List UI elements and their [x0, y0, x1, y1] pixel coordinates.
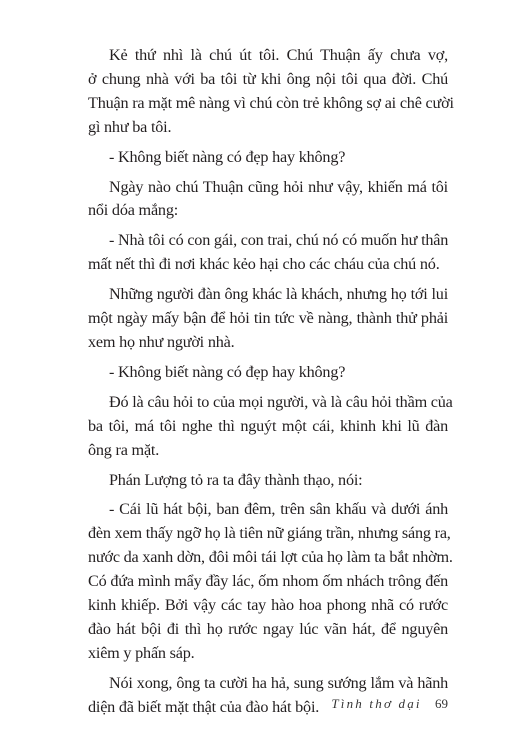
text-line: kinh khiếp. Bởi vậy các tay hào hoa phong nhã có rước [88, 596, 448, 615]
text-line: xem họ như người nhà. [88, 332, 235, 351]
paragraph [88, 361, 448, 385]
text-line: nổi dóa mắng: [88, 201, 179, 220]
text-line: - Cái lũ hát bội, ban đêm, trên sân khấu và dưới ánh [109, 500, 448, 519]
text-line: diện đã biết mặt thật của đào hát bội. [88, 697, 320, 716]
book-title: Tình thơ dại [331, 696, 422, 711]
text-line: Những người đàn ông khác là khách, nhưng họ tới lui [109, 285, 448, 304]
text-line: Phán Lượng tỏ ra ta đây thành thạo, nói: [109, 470, 363, 489]
paragraph [88, 391, 453, 463]
page-number: 69 [435, 696, 448, 711]
text-line: Đó là câu hỏi to của mọi người, và là câu hỏi thầm của [109, 392, 453, 411]
text-line: ba tôi, má tôi nghe thì nguýt một cái, khinh khi lũ đàn [88, 416, 448, 435]
text-line: - Không biết nàng có đẹp hay không? [109, 147, 346, 166]
text-line: Kẻ thứ nhì là chú út tôi. Chú Thuận ấy chưa vợ, [109, 46, 448, 64]
text-line: Thuận ra mặt mê nàng vì chú còn trẻ không sợ ai chê cười [88, 93, 454, 112]
text-line: nước da xanh dờn, đôi môi tái lợt của họ làm ta bắt nhờm. [88, 548, 453, 567]
paragraph [88, 469, 448, 493]
text-line: một ngày mấy bận để hỏi tin tức về nàng, thành thử phải [88, 309, 448, 328]
text-line: xiêm y phấn sáp. [88, 643, 195, 662]
text-line: - Nhà tôi có con gái, con trai, chú nó có muốn hư thân [109, 231, 449, 250]
paragraph [88, 44, 454, 140]
text-line: đào hát bội đi thì họ rước ngay lúc vãn hát, để nguyên [88, 619, 448, 638]
text-line: ở chung nhà với ba tôi từ khi ông nội tôi qua đời. Chú [88, 69, 448, 88]
text-line: ông ra mặt. [88, 440, 160, 459]
paragraph [88, 176, 448, 224]
paragraph [88, 498, 453, 665]
text-line: Ngày nào chú Thuận cũng hỏi như vậy, khiến má tôi [109, 177, 448, 196]
text-line: đèn xem thấy ngỡ họ là tiên nữ giáng trần, nhưng sáng ra, [88, 524, 451, 543]
page-body [88, 44, 454, 726]
paragraph [88, 146, 448, 170]
text-line: Nói xong, ông ta cười ha hả, sung sướng lắm và hãnh [109, 673, 448, 692]
paragraph [88, 229, 448, 277]
running-footer [331, 696, 448, 712]
paragraph [88, 283, 448, 355]
text-line: gì như ba tôi. [88, 117, 172, 136]
text-line: - Không biết nàng có đẹp hay không? [109, 362, 346, 381]
text-line: mất nết thì đi nơi khác kẻo hại cho các cháu của chú nó. [88, 255, 440, 274]
text-line: Có đứa mình mẩy đầy lác, ốm nhom ốm nhách trông đến [88, 572, 448, 591]
